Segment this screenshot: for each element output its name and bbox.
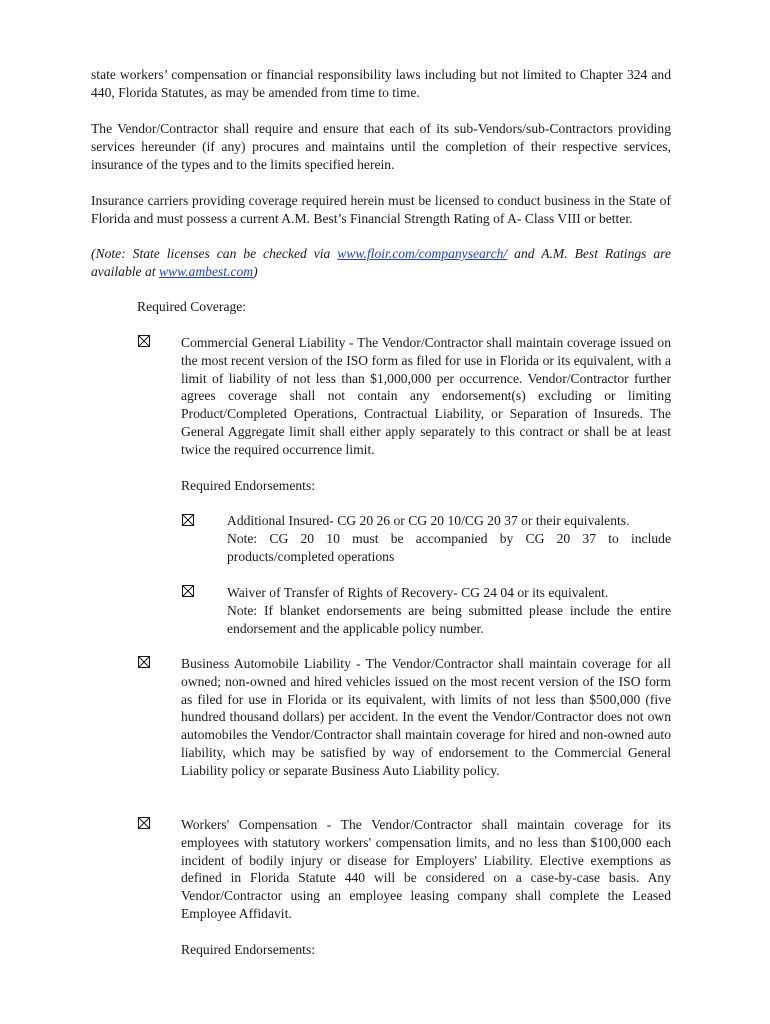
required-coverage-heading: Required Coverage:	[137, 299, 247, 314]
endorsement-waiver-of-subrogation	[227, 584, 671, 637]
paragraph-insurance-carriers: Insurance carriers providing coverage required herein must be licensed to conduct business in the State of Florida and must possess a current A.M. Best’s Financial Strength Rating of A- Class VIII or better.	[91, 193, 671, 226]
checked-box-icon[interactable]	[182, 585, 194, 597]
checked-box-icon[interactable]	[138, 817, 150, 829]
endorsement-additional-insured-note: Note: CG 20 10 must be accompanied by CG 20 37 to include products/completed operations	[227, 530, 671, 564]
ambest-link[interactable]: www.ambest.com	[158, 263, 254, 279]
floir-link[interactable]: www.floir.com/companysearch/	[337, 246, 508, 261]
endorsement-waiver-note: Note: If blanket endorsements are being submitted please include the entire endorsement and the applicable policy number.	[227, 602, 671, 636]
note-licenses	[91, 245, 671, 281]
endorsement-additional-insured-line: Additional Insured- CG 20 26 or CG 20 10/CG 20 37 or their equivalents.	[227, 513, 630, 528]
checked-box-icon[interactable]	[182, 514, 194, 526]
coverage-business-automobile-liability: Business Automobile Liability - The Vendor/Contractor shall maintain coverage for all owned; non-owned and hired vehicles issued on the most recent version of the ISO form as filed for use in Florida or its equivalent, with limits of not less than $500,000 (five hundred thousand dollars) per accident. In the event the Vendor/Contractor does not own automobiles the Vendor/Contractor shall maintain coverage for hired and non-owned auto liability, which may be satisfied by way of endorsement to the Commercial General Liability policy or separate Business Auto Liability policy.	[181, 656, 671, 778]
coverage-workers-compensation: Workers' Compensation - The Vendor/Contractor shall maintain coverage for its employees with statutory workers' compensation limits, and no less than $100,000 each incident of bodily injury or disease for Employers' Liability. Elective exemptions as defined in Florida Statute 440 will be considered on a case-by-case basis. Any Vendor/Contractor using an employee leasing company shall complete the Leased Employee Affidavit.	[181, 817, 671, 921]
note-suffix: )	[253, 263, 258, 279]
coverage-commercial-general-liability: Commercial General Liability - The Vendor/Contractor shall maintain coverage issued on the most recent version of the ISO form as filed for use in Florida or its equivalent, with a limit of liability of not less than $1,000,000 per occurrence. Vendor/Contractor further agrees coverage shall not contain any endorsement(s) excluding or limiting Product/Completed Operations, Contractual Liability, or Separation of Insureds. The General Aggregate limit shall either apply separately to this contract or shall be at least twice the required occurrence limit.	[181, 335, 671, 457]
checked-box-icon[interactable]	[138, 335, 150, 347]
cgl-required-endorsements-heading: Required Endorsements:	[181, 478, 316, 493]
note-middle: and A.M. Best Ratings are available at	[91, 246, 672, 279]
workers-required-endorsements-heading: Required Endorsements:	[181, 942, 316, 957]
note-prefix: (Note: State licenses can be checked via	[91, 246, 338, 261]
checked-box-icon[interactable]	[138, 656, 150, 668]
paragraph-sub-contractors: The Vendor/Contractor shall require and ensure that each of its sub-Vendors/sub-Contractors providing services hereunder (if any) procures and maintains until the completion of their respective services, insurance of the types and to the limits specified herein.	[91, 121, 671, 172]
paragraph-workers-comp-laws: state workers’ compensation or financial responsibility laws including but not limited to Chapter 324 and 440, Florida Statutes, as may be amended from time to time.	[91, 67, 671, 100]
endorsement-additional-insured	[227, 512, 671, 565]
endorsement-waiver-line: Waiver of Transfer of Rights of Recovery- CG 24 04 or its equivalent.	[227, 585, 609, 600]
